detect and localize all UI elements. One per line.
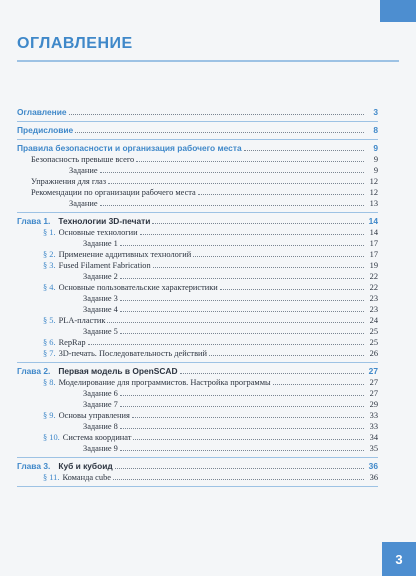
toc-entry[interactable] (17, 461, 378, 472)
paragraph-number: § 5. (43, 316, 56, 325)
toc-entry[interactable] (17, 293, 378, 304)
toc-section (17, 366, 378, 458)
dot-leader (120, 450, 364, 451)
dot-leader (75, 132, 364, 133)
toc-entry-page: 26 (369, 349, 378, 358)
toc-entry-page: 9 (373, 143, 378, 153)
toc-entry-page: 22 (369, 272, 378, 281)
toc-entry[interactable] (17, 443, 378, 454)
toc-entry-title: Первая модель в OpenSCAD (58, 366, 178, 376)
toc-entry-page: 23 (369, 305, 378, 314)
dot-leader (120, 300, 364, 301)
toc-entry-title: Безопасность превыше всего (31, 155, 135, 164)
dot-leader (136, 161, 364, 162)
toc-entry-page: 33 (369, 422, 378, 431)
dot-leader (133, 439, 364, 440)
dot-leader (132, 417, 364, 418)
toc-entry[interactable] (17, 399, 378, 410)
toc-entry[interactable] (17, 249, 378, 260)
toc-entry-page: 27 (369, 378, 378, 387)
toc-entry[interactable] (17, 315, 378, 326)
dot-leader (120, 428, 364, 429)
toc-section (17, 143, 378, 213)
toc-section (17, 125, 378, 140)
dot-leader (69, 114, 364, 115)
top-page-tab (380, 0, 416, 22)
table-of-contents (17, 107, 378, 490)
toc-entry-title: Правила безопасности и организация рабочего места (17, 143, 242, 153)
toc-entry-page: 8 (373, 125, 378, 135)
dot-leader (120, 406, 364, 407)
dot-leader (120, 311, 364, 312)
toc-entry-title: Оглавление (17, 107, 67, 117)
paragraph-number: § 7. (43, 349, 56, 358)
toc-entry-page: 36 (368, 461, 378, 471)
toc-entry-title: Основы управления (58, 411, 130, 420)
toc-entry[interactable] (17, 165, 378, 176)
toc-entry[interactable] (17, 176, 378, 187)
toc-entry[interactable] (17, 326, 378, 337)
toc-entry[interactable] (17, 337, 378, 348)
toc-entry-page: 14 (368, 216, 378, 226)
toc-section (17, 216, 378, 363)
dot-leader (180, 373, 365, 374)
toc-entry-title: Задание 3 (83, 294, 118, 303)
dot-leader (220, 289, 364, 290)
toc-entry-page: 17 (369, 250, 378, 259)
chapter-number: Глава 2. (17, 366, 51, 376)
toc-entry-title: Задание 9 (83, 444, 118, 453)
dot-leader (193, 256, 364, 257)
paragraph-number: § 1. (43, 228, 56, 237)
toc-entry-page: 35 (369, 444, 378, 453)
dot-leader (100, 205, 364, 206)
toc-entry-page: 33 (369, 411, 378, 420)
toc-entry-title: Задание 2 (83, 272, 118, 281)
toc-entry-title: Применение аддитивных технологий (58, 250, 192, 259)
toc-entry-title: Задание 1 (83, 239, 118, 248)
toc-entry-page: 14 (369, 228, 378, 237)
toc-entry[interactable] (17, 107, 378, 118)
toc-entry-title: Рекомендации по организации рабочего места (31, 188, 196, 197)
dot-leader (108, 183, 364, 184)
dot-leader (115, 468, 364, 469)
toc-section (17, 461, 378, 487)
toc-entry[interactable] (17, 143, 378, 154)
toc-entry-page: 36 (369, 473, 378, 482)
toc-entry[interactable] (17, 421, 378, 432)
toc-entry-title: Задание 4 (83, 305, 118, 314)
toc-entry-page: 27 (368, 366, 378, 376)
dot-leader (273, 384, 364, 385)
title-underline (17, 60, 399, 62)
toc-entry[interactable] (17, 304, 378, 315)
toc-entry-page: 9 (373, 155, 378, 164)
dot-leader (107, 322, 364, 323)
toc-entry[interactable] (17, 348, 378, 359)
toc-entry[interactable] (17, 125, 378, 136)
toc-entry[interactable] (17, 154, 378, 165)
toc-entry[interactable] (17, 198, 378, 209)
paragraph-number: § 6. (43, 338, 56, 347)
toc-entry-title: Задание 7 (83, 400, 118, 409)
toc-entry[interactable] (17, 271, 378, 282)
toc-entry-page: 3 (373, 107, 378, 117)
page-title: ОГЛАВЛЕНИЕ (17, 35, 133, 52)
toc-section (17, 107, 378, 122)
page-number-badge (382, 542, 416, 576)
toc-entry[interactable] (17, 216, 378, 227)
toc-entry-title: PLA-пластик (58, 316, 106, 325)
toc-entry-page: 24 (369, 316, 378, 325)
dot-leader (120, 395, 364, 396)
toc-entry-title: Основные пользовательские характеристики (58, 283, 218, 292)
toc-entry[interactable] (17, 238, 378, 249)
toc-entry[interactable] (17, 187, 378, 198)
toc-entry-page: 19 (369, 261, 378, 270)
toc-entry-page: 27 (369, 389, 378, 398)
toc-entry-page: 23 (369, 294, 378, 303)
toc-entry[interactable] (17, 472, 378, 483)
toc-entry-page: 13 (369, 199, 378, 208)
dot-leader (120, 245, 364, 246)
dot-leader (100, 172, 364, 173)
toc-entry-page: 17 (369, 239, 378, 248)
toc-entry-title: Упражнения для глаз (31, 177, 107, 186)
dot-leader (120, 333, 364, 334)
toc-entry-title: Основные технологии (58, 228, 138, 237)
toc-entry-title: Система координат (62, 433, 132, 442)
toc-entry[interactable] (17, 388, 378, 399)
toc-entry-page: 9 (373, 166, 378, 175)
toc-entry[interactable] (17, 410, 378, 421)
dot-leader (140, 234, 364, 235)
paragraph-number: § 2. (43, 250, 56, 259)
paragraph-number: § 3. (43, 261, 56, 270)
paragraph-number: § 10. (43, 433, 60, 442)
toc-entry-title: Задание 6 (83, 389, 118, 398)
toc-entry-title: Задание 8 (83, 422, 118, 431)
dot-leader (209, 355, 364, 356)
toc-entry[interactable] (17, 432, 378, 443)
toc-entry-title: Моделирование для программистов. Настройка программы (58, 378, 271, 387)
toc-entry-page: 25 (369, 327, 378, 336)
toc-entry-page: 25 (369, 338, 378, 347)
toc-entry[interactable] (17, 377, 378, 388)
dot-leader (244, 150, 364, 151)
toc-entry-title: Задание (69, 166, 98, 175)
page-number: 3 (395, 551, 403, 567)
paragraph-number: § 9. (43, 411, 56, 420)
toc-entry-title: 3D-печать. Последовательность действий (58, 349, 207, 358)
dot-leader (113, 479, 364, 480)
toc-entry-title: Команда cube (62, 473, 111, 482)
toc-entry-page: 29 (369, 400, 378, 409)
toc-entry-title: Технологии 3D-печати (58, 216, 151, 226)
toc-entry-title: Куб и кубоид (58, 461, 113, 471)
toc-entry[interactable] (17, 227, 378, 238)
dot-leader (198, 194, 364, 195)
toc-entry[interactable] (17, 260, 378, 271)
dot-leader (153, 267, 364, 268)
paragraph-number: § 4. (43, 283, 56, 292)
dot-leader (88, 344, 364, 345)
toc-entry-title: Задание 5 (83, 327, 118, 336)
toc-entry-title: RepRap (58, 338, 86, 347)
paragraph-number: § 11. (43, 473, 60, 482)
toc-entry[interactable] (17, 282, 378, 293)
dot-leader (120, 278, 364, 279)
toc-entry-page: 12 (369, 177, 378, 186)
toc-entry-title: Задание (69, 199, 98, 208)
paragraph-number: § 8. (43, 378, 56, 387)
toc-entry[interactable] (17, 366, 378, 377)
toc-entry-page: 34 (369, 433, 378, 442)
toc-entry-title: Fused Filament Fabrication (58, 261, 151, 270)
toc-entry-page: 12 (369, 188, 378, 197)
toc-entry-title: Предисловие (17, 125, 74, 135)
chapter-number: Глава 3. (17, 461, 51, 471)
toc-entry-page: 22 (369, 283, 378, 292)
chapter-number: Глава 1. (17, 216, 51, 226)
dot-leader (152, 223, 364, 224)
